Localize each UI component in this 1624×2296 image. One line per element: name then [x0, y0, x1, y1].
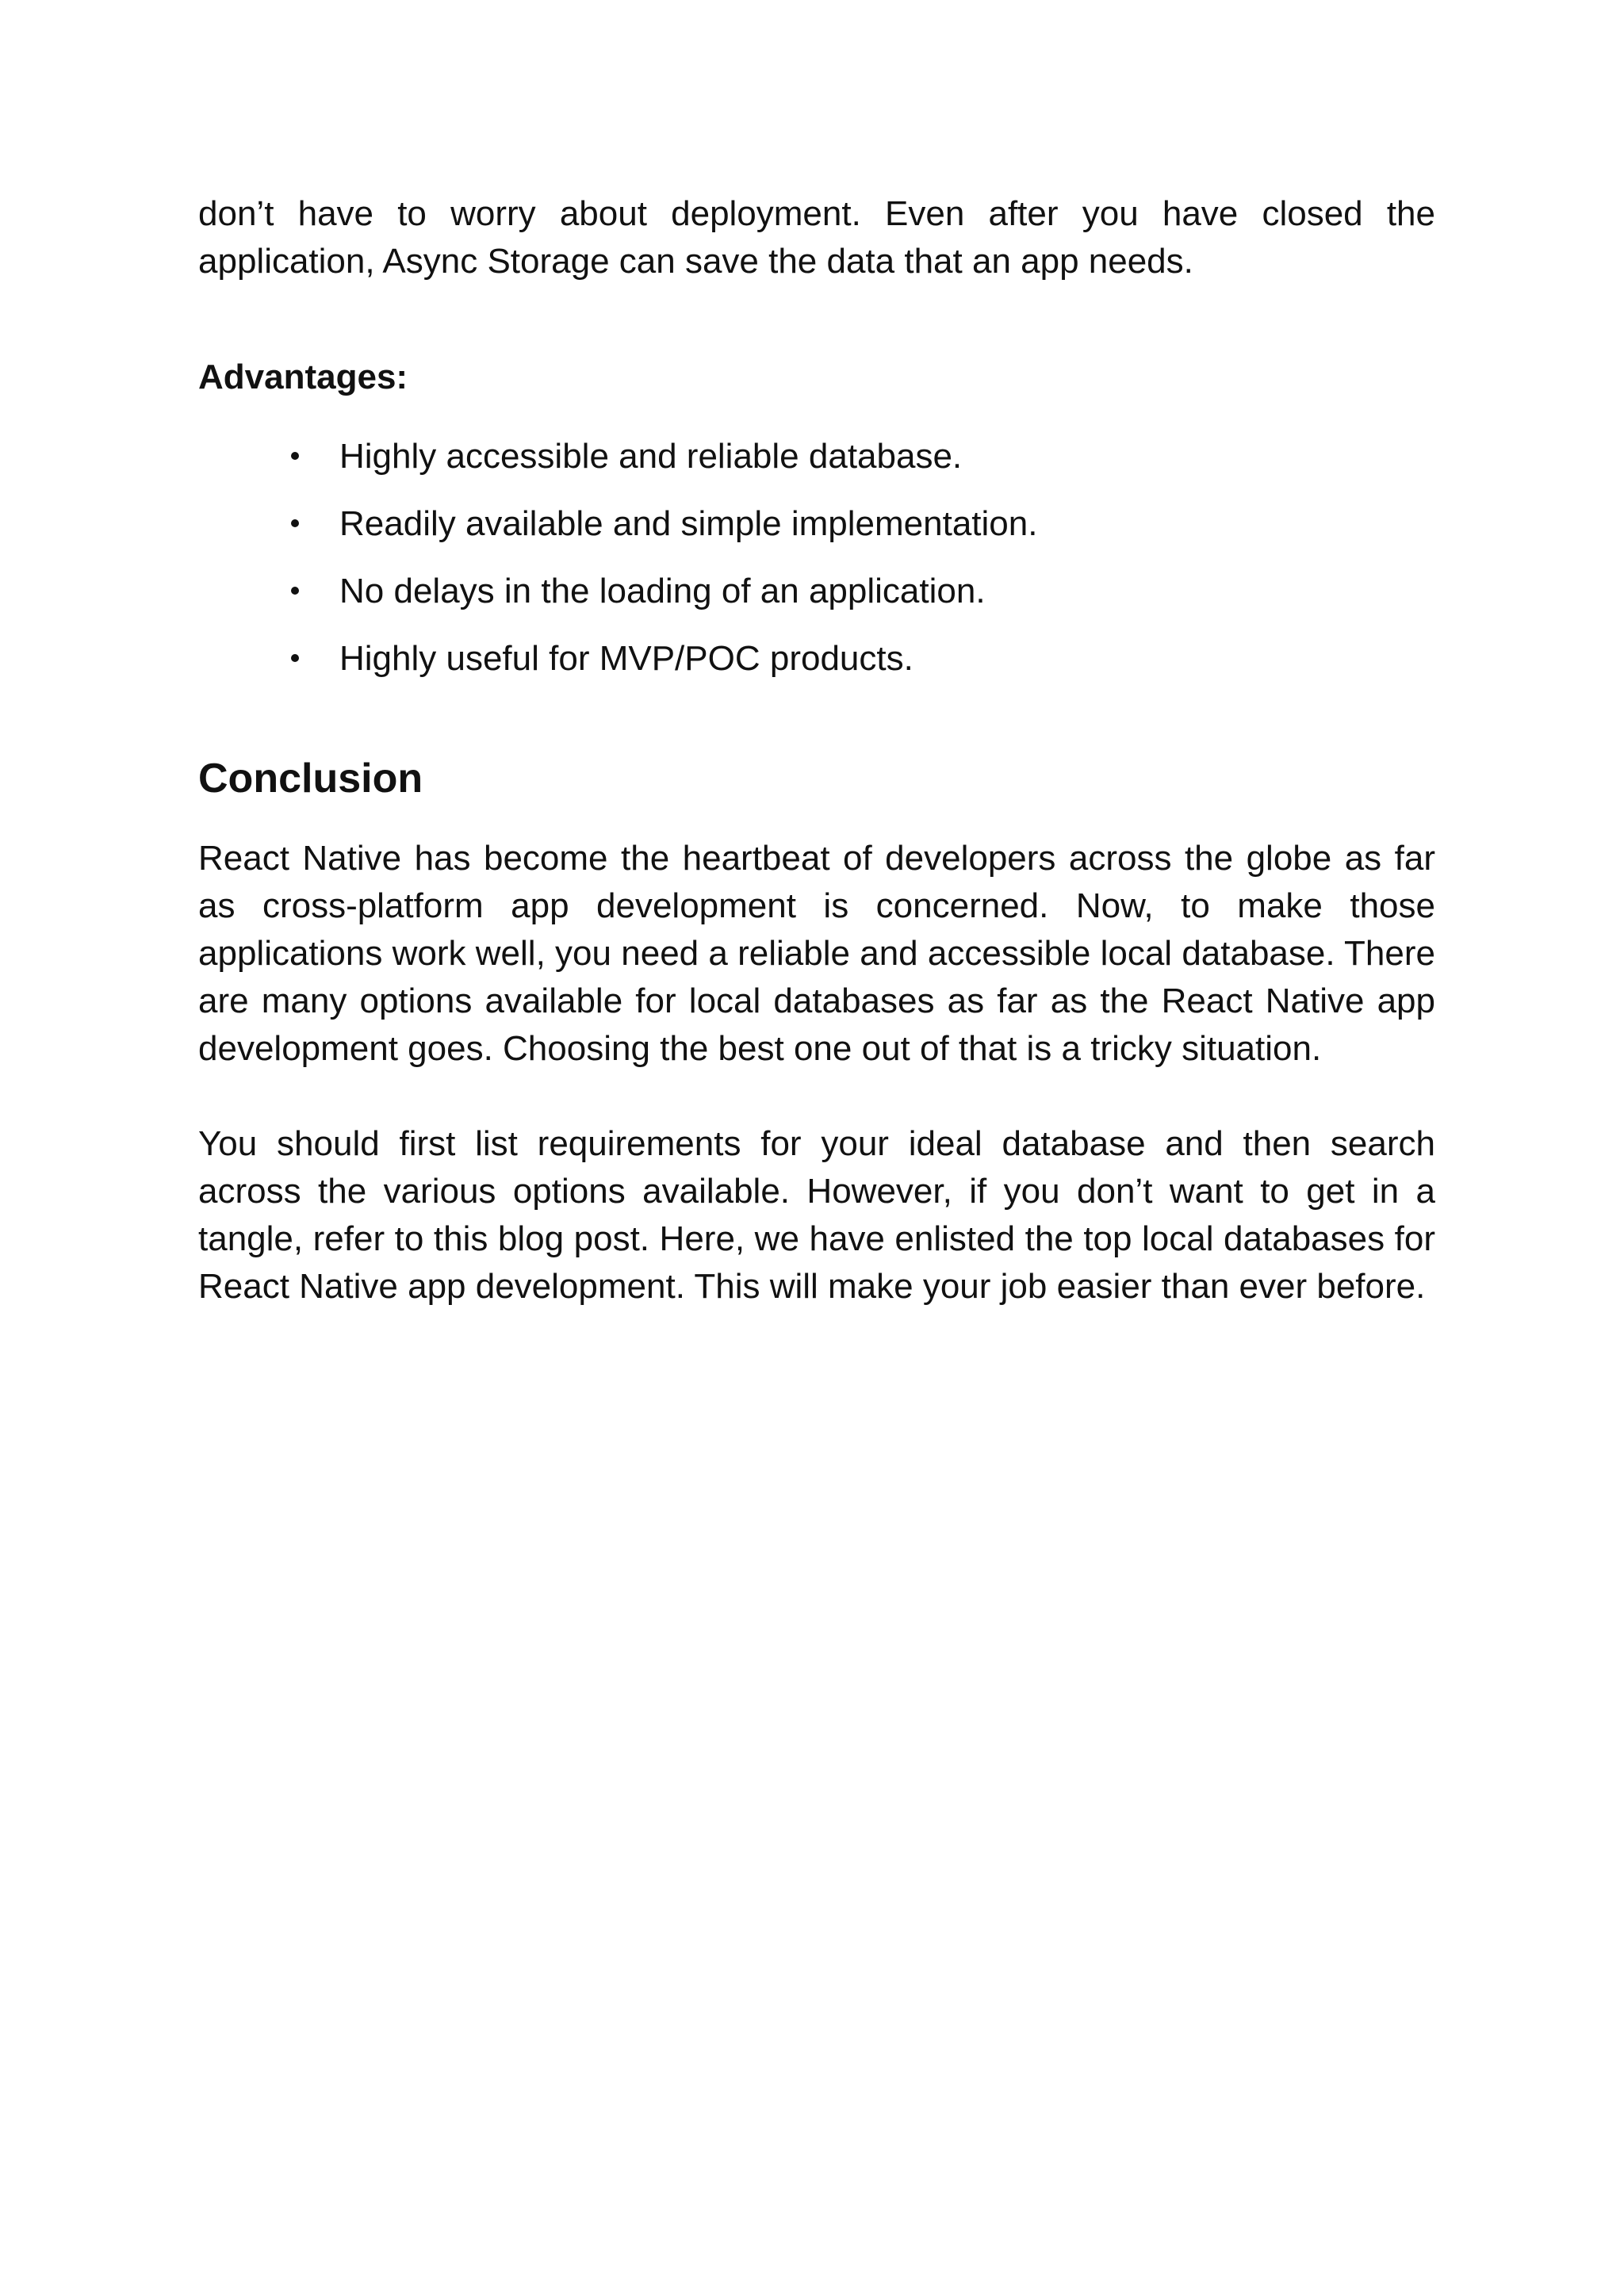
advantages-list: [198, 433, 1435, 683]
list-item-text: No delays in the loading of an application.: [339, 572, 986, 610]
conclusion-paragraph-2: You should first list requirements for your ideal database and then search across the various options available. However, if you don’t want to get in a tangle, refer to this blog post. Here, we have enlisted the top local databases for React Native app development. This will make your job easier than ever before.: [198, 1124, 1435, 1306]
conclusion-paragraph-1: React Native has become the heartbeat of developers across the globe as far as cross-platform app development is concerned. Now, to make those applications work well, you need a reliable and accessible local database. There are many options available for local databases as far as the React Native app development goes. Choosing the best one out of that is a tricky situation.: [198, 839, 1435, 1068]
bullet-icon: [291, 654, 299, 662]
list-item-text: Highly accessible and reliable database.: [339, 437, 963, 476]
document-content: [198, 190, 1435, 1311]
bullet-icon: [291, 519, 299, 527]
list-item-text: Readily available and simple implementation.: [339, 504, 1038, 543]
bullet-icon: [291, 587, 299, 595]
list-item: [198, 433, 1435, 480]
list-item: [198, 635, 1435, 683]
advantages-heading: Advantages:: [198, 358, 408, 396]
list-item: [198, 500, 1435, 548]
list-item-text: Highly useful for MVP/POC products.: [339, 639, 914, 678]
conclusion-heading: Conclusion: [198, 756, 423, 802]
bullet-icon: [291, 452, 299, 460]
list-item: [198, 568, 1435, 615]
intro-paragraph: don’t have to worry about deployment. Even after you have closed the application, Async Storage can save the data that an app needs.: [198, 194, 1435, 281]
